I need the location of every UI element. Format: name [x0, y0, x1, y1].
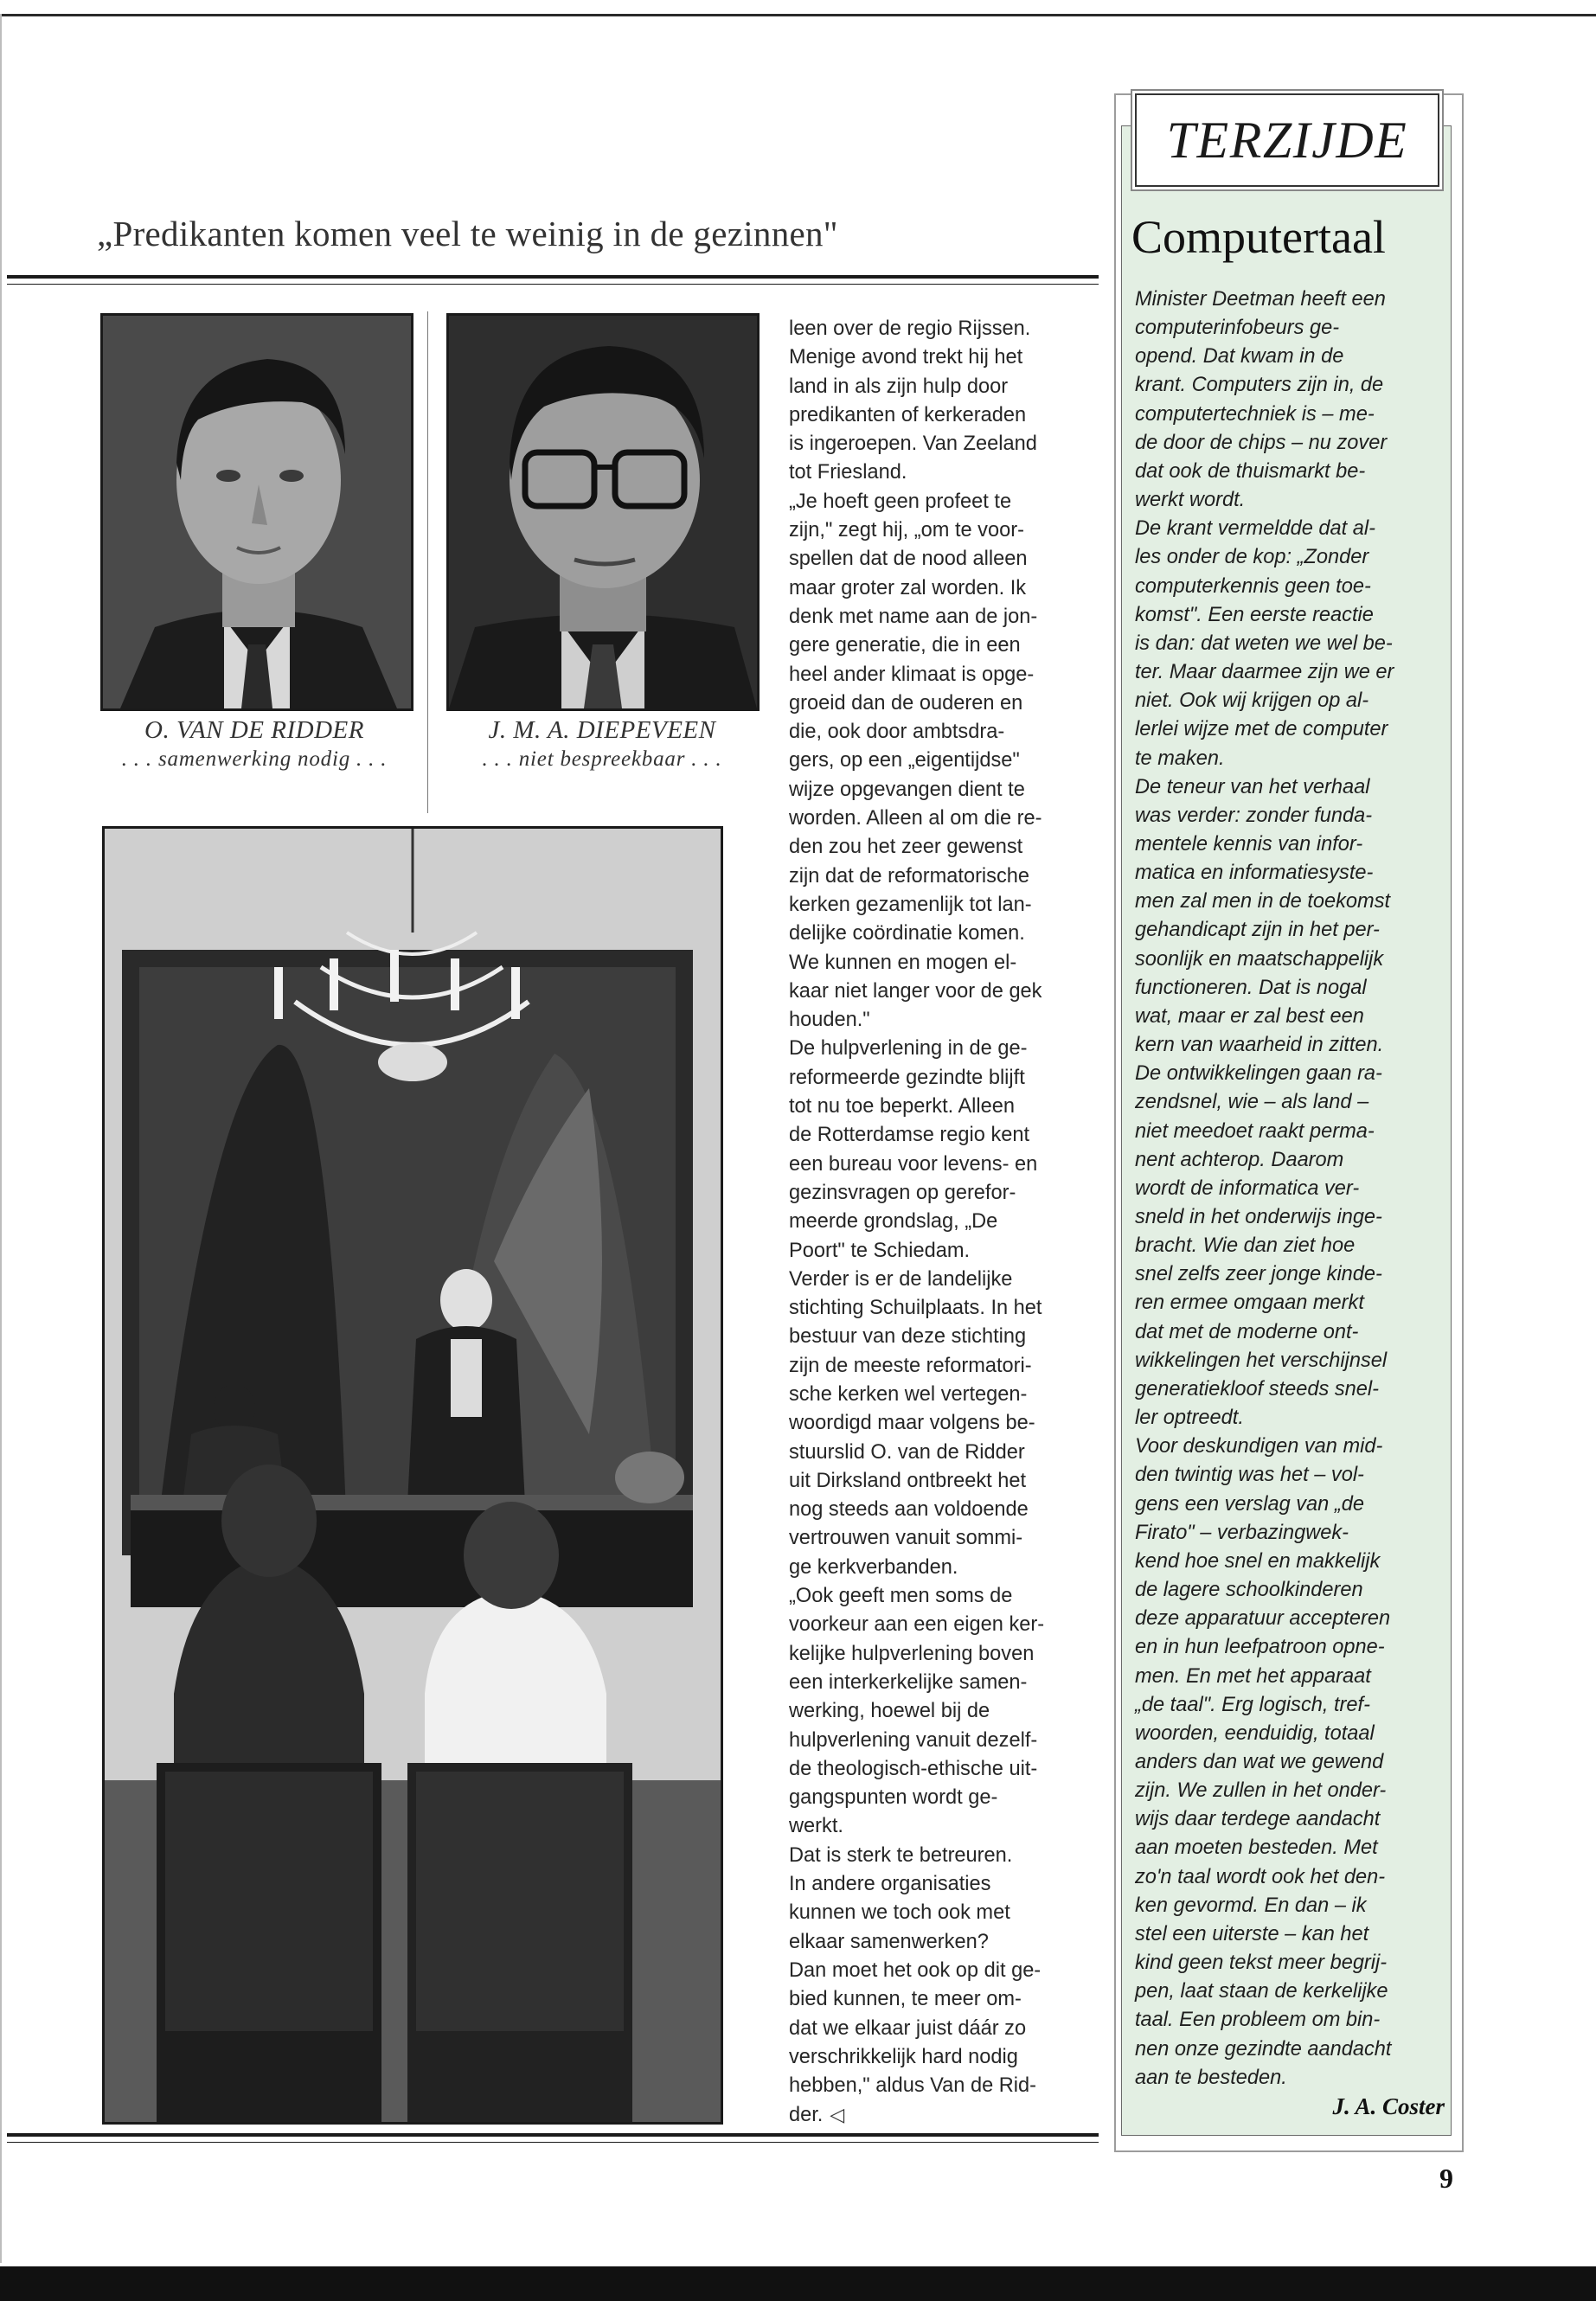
page-number: 9: [1439, 2163, 1453, 2194]
headline-rule: [7, 275, 1099, 279]
bottom-rule-thin: [7, 2142, 1099, 2143]
article-headline: „Predikanten komen veel te weinig in de gezinnen": [97, 214, 838, 253]
article-paragraph: „Ook geeft men soms de voorkeur aan een eigen ker- kelijke hulpverlening boven een interkerkelijke samen- werking, hoewel bij de hulpverlening vanuit dezelf- de theologisch-ethische uit- gangspunten wordt ge- werkt.: [789, 1585, 1045, 1838]
page-top-border: [0, 14, 1596, 16]
article-paragraph: leen over de regio Rijssen. Menige avond trekt hij het land in als zijn hulp door predikanten of kerkeraden is ingeroepen. Van Zeeland tot Friesland.: [789, 317, 1037, 484]
portrait-photo-van-de-ridder: [100, 313, 413, 711]
article-column: [789, 315, 1099, 2131]
sidebar-body: [1135, 285, 1448, 2093]
sidebar-tag: TERZIJDE: [1166, 111, 1408, 169]
caption-quote: . . . niet bespreekbaar . . .: [482, 747, 722, 771]
article-paragraph: Verder is er de landelijke stichting Schuilplaats. In het bestuur van deze stichting zijn de meeste reformatori- sche kerken wel vertegen- woordigd maar volgens be- stuurslid O. van de Ridder uit Dirksland ontbreekt het nog steeds aan voldoende vertrouwen vanuit sommi- ge kerkverbanden.: [789, 1267, 1042, 1579]
sidebar-title: Computertaal: [1131, 211, 1386, 263]
portrait-image: [449, 316, 757, 708]
bottom-rule: [7, 2133, 1099, 2137]
caption-van-de-ridder: [100, 716, 408, 773]
caption-diepeveen: [438, 716, 766, 773]
portrait-photo-diepeveen: [446, 313, 760, 711]
caption-name: J. M. A. DIEPEVEEN: [488, 716, 716, 744]
page-bottom-edge: [0, 2266, 1596, 2301]
page-left-edge: [0, 14, 2, 2263]
sidebar-paragraph: De teneur van het verhaal was verder: zonder funda- mentele kennis van infor- matica en informatiesyste- men zal men in de toekomst gehandicapt zijn in het per- soonlijk en maatschappelijk functioneren. Dat is nogal wat, maar er zal best een kern van waarheid in zitten.: [1135, 775, 1391, 1057]
article-paragraph: „Je hoeft geen profeet te zijn," zegt hij, „om te voor- spellen dat de nood alleen maar groter zal worden. Ik denk met name aan de jon- gere generatie, die in een heel ander klimaat is opge- groeid dan de ouderen en die, ook door ambtsdra- gers, op een „eigentijdse" wijze opgevangen dient te worden. Alleen al om die re- den zou het zeer gewenst zijn dat de reformatorische kerken gezamenlijk tot lan- delijke coördinatie komen. We kunnen en mogen el- kaar niet langer voor de gek houden.": [789, 490, 1042, 1032]
sidebar-paragraph: Voor deskundigen van mid- den twintig was het – vol- gens een verslag van „de Firato" – verbazingwek- kend hoe snel en makkelijk de lagere schoolkinderen deze apparatuur accepteren en in hun leefpatroon opne- men. En met het apparaat „de taal". Erg logisch, tref- woorden, eenduidig, totaal anders dan wat we gewend zijn. We zullen in het onder- wijs daar terdege aandacht aan moeten besteden. Met zo'n taal wordt ook het den- ken gevormd. En dan – ik stel een uiterste – kan het kind geen tekst meer begrij- pen, laat staan de kerkelijke taal. Een probleem om bin- nen onze gezindte aandacht aan te besteden.: [1135, 1435, 1392, 2089]
sidebar-paragraph: Minister Deetman heeft een computerinfobeurs ge- opend. Dat kwam in de krant. Computers zijn in, de computertechniek is – me- de door de chips – nu zover dat ook de thuismarkt be- werkt wordt.: [1135, 288, 1388, 512]
sidebar-paragraph: De ontwikkelingen gaan ra- zendsnel, wie – als land – niet meedoet raakt perma- nent achterop. Daarom wordt de informatica ver- sneld in het onderwijs inge- bracht. Wie dan ziet hoe snel zelfs zeer jonge kinde- ren ermee omgaan merkt dat met de moderne ont- wikkelingen het verschijnsel generatiekloof steeds snel- ler optreedt.: [1135, 1062, 1388, 1430]
article-paragraph: Dat is sterk te betreuren. In andere organisaties kunnen we toch ook met elkaar samenwerken? Dan moet het ook op dit ge- bied kunnen, te meer om- dat we elkaar juist dáár zo verschrikkelijk hard nodig hebben," aldus Van de Rid- der.: [789, 1843, 1042, 2127]
headline-rule-thin: [7, 284, 1099, 285]
caption-name: O. VAN DE RIDDER: [144, 716, 364, 744]
end-of-article-icon: ◁: [830, 2104, 845, 2126]
sidebar-paragraph: De krant vermeldde dat al- les onder de kop: „Zonder computerkennis geen toe- komst". Een eerste reactie is dan: dat weten we wel be- ter. Maar daarmee zijn we er niet. Ook wij krijgen op al- lerlei wijze met de computer te maken.: [1135, 517, 1394, 770]
portrait-image: [103, 316, 411, 708]
meeting-hall-photo: [102, 826, 723, 2125]
meeting-image: [105, 829, 721, 2122]
article-paragraph: De hulpverlening in de ge- reformeerde gezindte blijft tot nu toe beperkt. Alleen de Rotterdamse regio kent een bureau voor levens- en gezinsvragen op gerefor- meerde grondslag, „De Poort" te Schiedam.: [789, 1037, 1038, 1262]
sidebar-author: J. A. Coster: [1332, 2093, 1445, 2119]
column-divider: [427, 311, 428, 813]
caption-quote: . . . samenwerking nodig . . .: [121, 747, 388, 771]
sidebar-tag-box: [1135, 93, 1439, 187]
